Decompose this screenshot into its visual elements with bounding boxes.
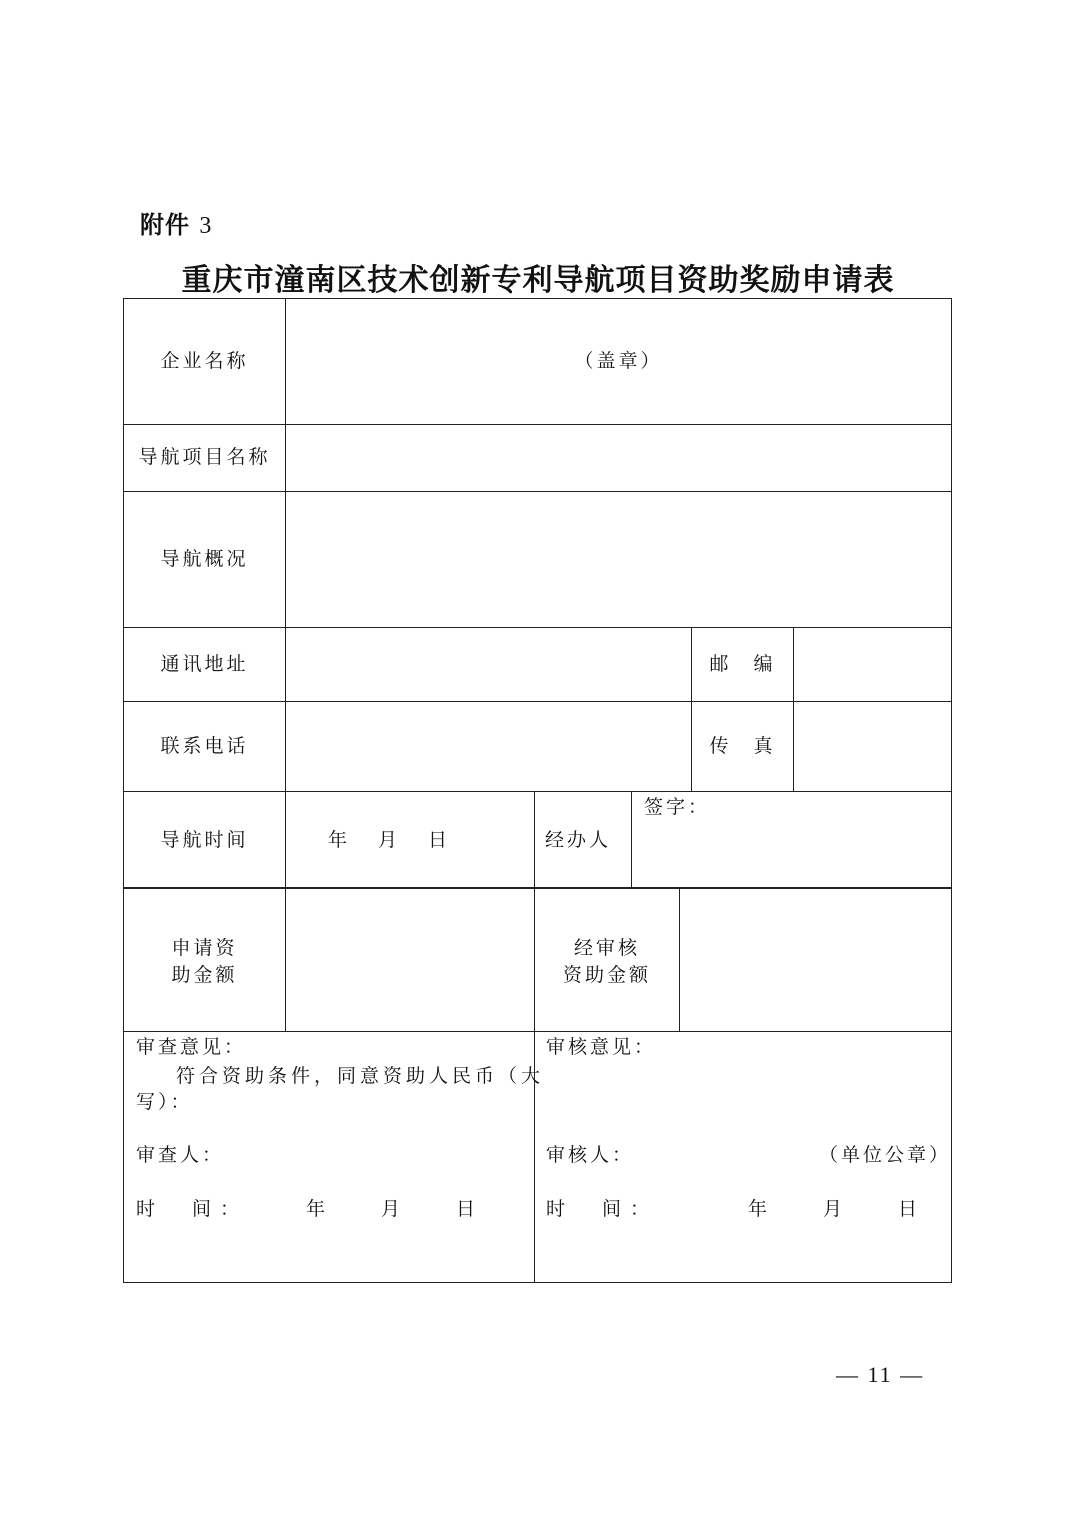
row-divider	[123, 424, 952, 425]
table-border-top	[123, 298, 952, 299]
row-divider-thick	[123, 887, 952, 889]
auditor-label: 审核人：	[546, 1144, 635, 1166]
fax-label: 传 真	[709, 735, 776, 757]
row-divider	[123, 791, 952, 792]
label-column-divider	[285, 298, 286, 1031]
nav-time-label: 导航时间	[160, 829, 249, 851]
page-number: — 11 —	[836, 1362, 925, 1387]
project-name-label: 导航项目名称	[138, 446, 271, 468]
approved-amount-label-1: 经审核	[573, 937, 640, 959]
row-divider	[123, 701, 952, 702]
company-name-label: 企业名称	[160, 350, 249, 372]
audit-seal-note: （单位公章）	[819, 1144, 952, 1166]
nav-time-date: 年 月 日	[328, 829, 454, 851]
column-divider	[679, 888, 680, 1031]
address-label: 通讯地址	[160, 653, 249, 675]
audit-date: 年 月 日	[748, 1198, 924, 1220]
review-body-line2: 写）：	[136, 1091, 193, 1113]
approved-amount-label-2: 资助金额	[562, 964, 651, 986]
review-date: 年 月 日	[306, 1198, 482, 1220]
table-border-bottom	[123, 1282, 952, 1283]
signature-label: 签字：	[644, 796, 711, 818]
phone-label: 联系电话	[160, 735, 249, 757]
row-divider	[123, 627, 952, 628]
overview-label: 导航概况	[160, 548, 249, 570]
review-title: 审查意见：	[136, 1036, 247, 1058]
column-divider	[793, 627, 794, 791]
column-divider	[534, 791, 535, 1283]
postcode-label: 邮 编	[709, 653, 776, 675]
handler-label: 经办人	[545, 829, 612, 851]
review-time-label: 时 间：	[136, 1198, 249, 1220]
review-body-line1: 符合资助条件，同意资助人民币（大	[176, 1065, 545, 1087]
row-divider	[123, 491, 952, 492]
audit-time-label: 时 间：	[546, 1198, 659, 1220]
column-divider	[631, 791, 632, 888]
audit-title: 审核意见：	[546, 1036, 657, 1058]
apply-amount-label-1: 申请资	[171, 937, 238, 959]
apply-amount-label-2: 助金额	[171, 964, 238, 986]
form-title: 重庆市潼南区技术创新专利导航项目资助奖励申请表	[181, 263, 895, 298]
annex-text: 附件	[140, 210, 190, 239]
annex-number: 3	[199, 213, 213, 239]
company-seal-note: （盖章）	[574, 350, 663, 372]
reviewer-label: 审查人：	[136, 1144, 225, 1166]
row-divider	[123, 1031, 952, 1032]
